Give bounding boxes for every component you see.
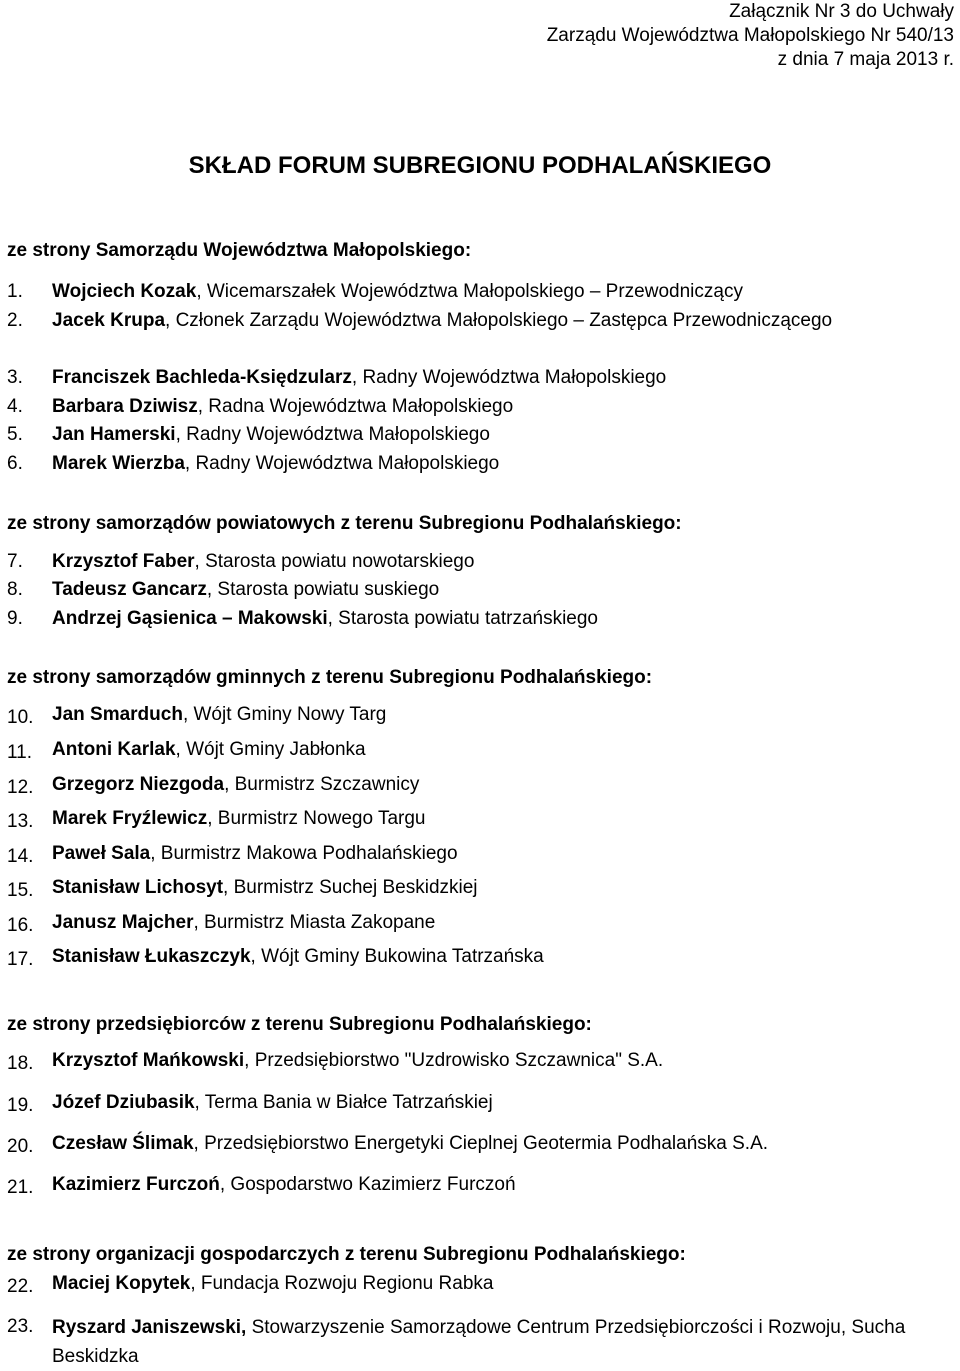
item-number: 7. [7,551,23,572]
member-role: , Radny Województwa Małopolskiego [184,453,500,474]
member-role: , Burmistrz Miasta Zakopane [193,912,436,933]
header-line-3: z dnia 7 maja 2013 r. [777,49,954,70]
member-name: Marek Fryźlewicz [52,808,208,829]
member-name: Jan Smarduch [52,704,183,725]
member-role: , Starosta powiatu suskiego [206,579,440,600]
member-name: Jacek Krupa [52,310,166,331]
member-name: Grzegorz Niezgoda [52,774,225,795]
member-name: Antoni Karlak [52,739,176,760]
page-title: SKŁAD FORUM SUBREGIONU PODHALAŃSKIEGO [188,152,772,179]
member-role: , Burmistrz Szczawnicy [224,774,420,795]
member-role: , Burmistrz Makowa Podhalańskiego [150,843,458,864]
item-number: 3. [7,367,23,388]
member-role: , Członek Zarządu Województwa Małopolskiego – Zastępca Przewodniczącego [165,310,833,331]
member-name: Krzysztof Faber [52,551,195,572]
section-heading: ze strony organizacji gospodarczych z terenu Subregionu Podhalańskiego: [7,1244,686,1265]
item-number: 12. [7,777,34,798]
item-number: 14. [7,846,34,867]
member-name: Stanisław Łukaszczyk [52,946,251,967]
member-name: Janusz Majcher [52,912,194,933]
member-role: , Radny Województwa Małopolskiego [175,424,490,445]
member-role: , Przedsiębiorstwo Energetyki Cieplnej Geotermia Podhalańska S.A. [193,1133,769,1154]
member-name: Stanisław Lichosyt [52,877,224,898]
item-number: 19. [7,1095,34,1116]
header-line-2: Zarządu Województwa Małopolskiego Nr 540/13 [546,25,954,46]
member-name: Franciszek Bachleda-Księdzularz [52,367,352,388]
member-role: , Wójt Gminy Bukowina Tatrzańska [250,946,544,967]
member-name: Paweł Sala [52,843,151,864]
member-name: Kazimierz Furczoń [52,1174,220,1195]
member-role: , Radny Województwa Małopolskiego [351,367,667,388]
member-role: , Fundacja Rozwoju Regionu Rabka [190,1273,494,1294]
member-role: , Starosta powiatu nowotarskiego [194,551,475,572]
member-role: , Radna Województwa Małopolskiego [197,396,514,417]
item-number: 20. [7,1136,34,1157]
item-number: 13. [7,811,34,832]
item-number: 15. [7,880,34,901]
member-name: Krzysztof Mańkowski [52,1050,245,1071]
section-heading: ze strony przedsiębiorców z terenu Subregionu Podhalańskiego: [7,1014,592,1035]
member-name: Marek Wierzba [52,453,185,474]
member-name: Maciej Kopytek [52,1273,191,1294]
item-number: 23. [7,1316,34,1337]
member-role: , Starosta powiatu tatrzańskiego [327,608,598,629]
member-role: , Wicemarszałek Województwa Małopolskiego – Przewodniczący [196,281,743,302]
item-number: 4. [7,396,23,417]
member-name: Tadeusz Gancarz [52,579,207,600]
item-number: 1. [7,281,23,302]
item-number: 8. [7,579,23,600]
document-header [547,0,954,72]
item-number: 11. [7,742,33,763]
section-heading: ze strony Samorządu Województwa Małopolskiego: [7,240,472,261]
member-name: Ryszard Janiszewski, [52,1317,247,1338]
member-name: Barbara Dziwisz [52,396,198,417]
item-number: 18. [7,1053,34,1074]
item-number: 17. [7,949,34,970]
member-role: , Przedsiębiorstwo "Uzdrowisko Szczawnica" S.A. [244,1050,664,1071]
member-name: Jan Hamerski [52,424,176,445]
section-heading: ze strony samorządów gminnych z terenu Subregionu Podhalańskiego: [7,667,653,688]
item-number: 21. [7,1177,34,1198]
item-number: 2. [7,310,23,331]
member-role: , Burmistrz Nowego Targu [207,808,426,829]
member-role: , Terma Bania w Białce Tatrzańskiej [194,1092,493,1113]
item-number: 16. [7,915,34,936]
member-name: Józef Dziubasik [52,1092,195,1113]
member-role: , Gospodarstwo Kazimierz Furczoń [219,1174,516,1195]
member-role: Stowarzyszenie Samorządowe Centrum Przedsiębiorczości i Rozwoju, Sucha Beskidzka [52,1317,906,1367]
member-role: , Wójt Gminy Jabłonka [175,739,366,760]
member-name: Andrzej Gąsienica – Makowski [52,608,328,629]
member-role: , Wójt Gminy Nowy Targ [182,704,387,725]
member-name: Wojciech Kozak [52,281,197,302]
header-line-1: Załącznik Nr 3 do Uchwały [729,1,954,22]
item-number: 9. [7,608,23,629]
item-number: 10. [7,707,34,728]
member-role: , Burmistrz Suchej Beskidzkiej [223,877,478,898]
section-heading: ze strony samorządów powiatowych z terenu Subregionu Podhalańskiego: [7,513,682,534]
item-number: 22. [7,1276,34,1297]
member-name: Czesław Ślimak [52,1133,194,1154]
item-number: 5. [7,424,23,445]
item-number: 6. [7,453,23,474]
